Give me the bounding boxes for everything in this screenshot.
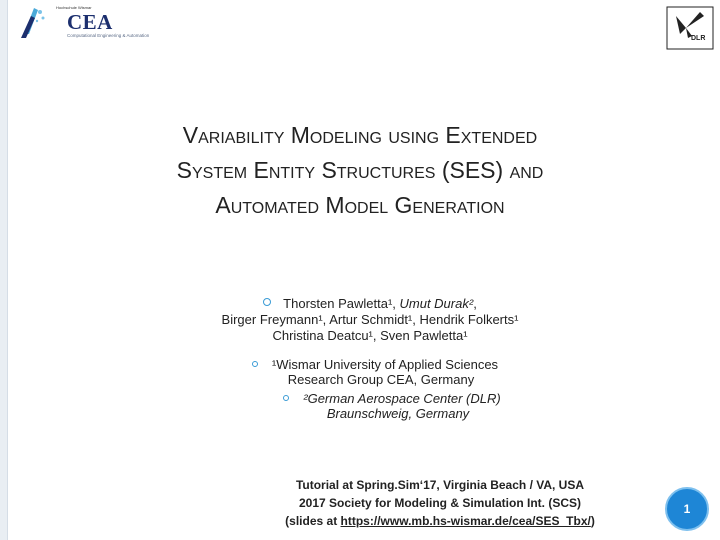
tutorial-line-2: 2017 Society for Modeling & Simulation Int. (SCS) bbox=[298, 496, 582, 510]
page-number-badge: 1 bbox=[665, 487, 709, 531]
title-line-2 bbox=[60, 153, 660, 188]
affiliation-1-text: ¹Wismar University of Applied Sciences bbox=[271, 357, 499, 372]
cea-name: CEA bbox=[67, 10, 113, 34]
bullet-icon bbox=[283, 395, 289, 401]
dlr-mark-icon bbox=[666, 6, 714, 50]
cea-mark-icon bbox=[18, 6, 48, 40]
author-text: Thorsten Pawletta¹, bbox=[283, 296, 400, 311]
affiliation-1 bbox=[215, 357, 535, 387]
authors-block bbox=[140, 296, 600, 344]
bullet-icon bbox=[252, 361, 258, 367]
cea-subtitle: Computational Engineering & Automation bbox=[67, 33, 150, 38]
bullet-icon bbox=[263, 298, 271, 306]
authors-line-3: Christina Deatcu¹, Sven Pawletta¹ bbox=[272, 328, 468, 343]
affiliation-2-text: ²German Aerospace Center (DLR) bbox=[303, 391, 501, 406]
cea-caption: Hochschule Wismar bbox=[56, 5, 92, 10]
left-edge-line bbox=[7, 0, 8, 540]
title-text-1: Variability Modeling using Extended bbox=[182, 122, 538, 148]
affiliation-2 bbox=[232, 391, 552, 421]
affiliation-2-line-1 bbox=[232, 391, 552, 406]
slides-suffix: ) bbox=[590, 514, 595, 528]
tutorial-line-3 bbox=[240, 512, 640, 530]
title-text-3: Automated Model Generation bbox=[215, 192, 505, 218]
affiliation-1-line-1 bbox=[215, 357, 535, 372]
affiliation-1-line-2: Research Group CEA, Germany bbox=[287, 372, 475, 387]
dlr-name: DLR bbox=[691, 35, 706, 42]
title-line-1 bbox=[60, 118, 660, 153]
author-italic: Umut Durak² bbox=[399, 296, 474, 311]
dlr-logo bbox=[666, 6, 714, 50]
authors-line-2: Birger Freymann¹, Artur Schmidt¹, Hendrik Folkerts¹ bbox=[221, 312, 519, 327]
tutorial-info bbox=[240, 476, 640, 530]
left-edge-bar bbox=[0, 0, 7, 540]
slide-title bbox=[60, 118, 660, 223]
cea-logo bbox=[18, 4, 150, 42]
title-text-2: System Entity Structures (SES) and bbox=[176, 157, 544, 183]
author-comma: , bbox=[473, 296, 477, 311]
tutorial-line-1: Tutorial at Spring.Sim‘17, Virginia Beach / VA, USA bbox=[295, 478, 585, 492]
slides-link[interactable]: https://www.mb.hs-wismar.de/cea/SES_Tbx/ bbox=[340, 514, 591, 528]
affiliation-2-line-2: Braunschweig, Germany bbox=[326, 406, 470, 421]
authors-line-1 bbox=[140, 296, 600, 312]
slides-prefix: (slides at bbox=[285, 514, 341, 528]
title-line-3 bbox=[60, 188, 660, 223]
